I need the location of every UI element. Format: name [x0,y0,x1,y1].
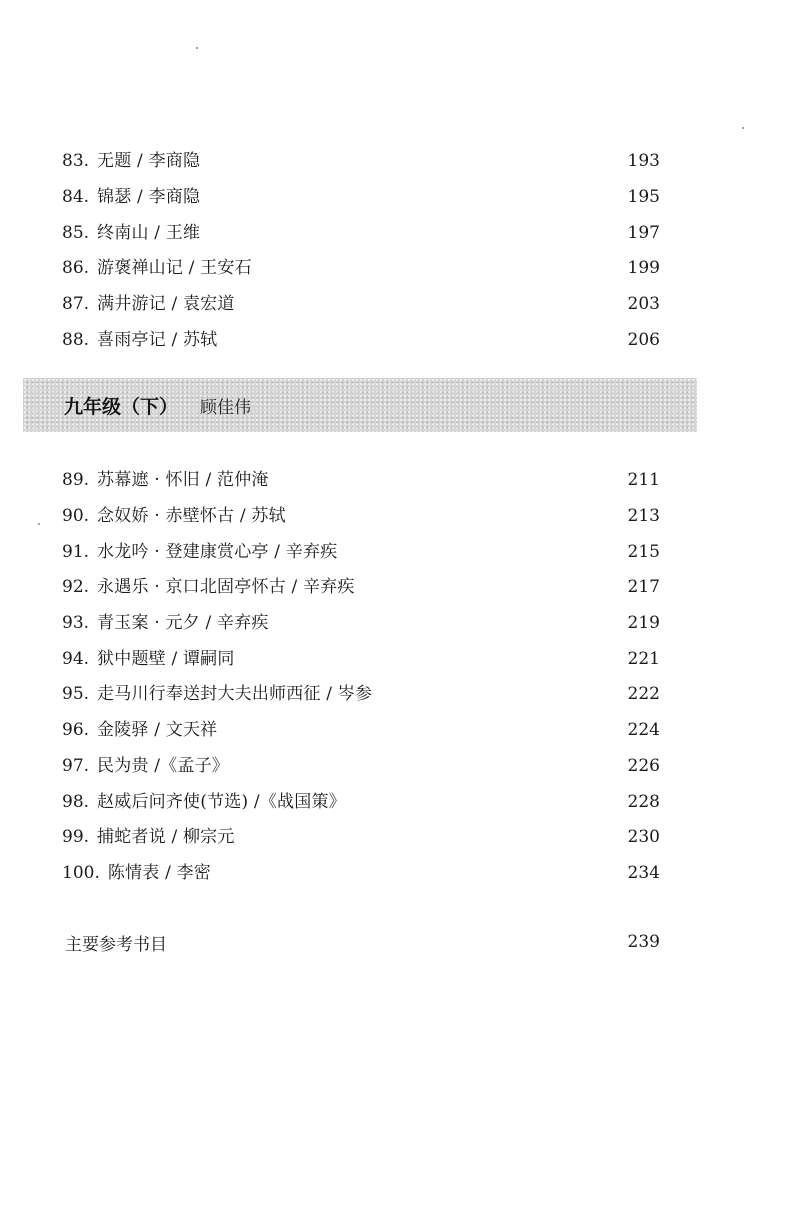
toc-row [62,463,660,499]
toc-row [62,180,660,216]
entry-number: 94. [62,648,90,669]
toc-entry [62,189,200,206]
entry-title: 青玉案 · 元夕 / 辛弃疾 [97,613,269,634]
entry-page: 199 [627,258,660,279]
entry-number: 85. [62,222,90,243]
toc-entry [62,508,286,525]
entry-number: 99. [62,827,90,848]
entry-title: 狱中题壁 / 谭嗣同 [97,648,235,669]
entry-title: 永遇乐 · 京口北固亭怀古 / 辛弃疾 [97,577,355,598]
toc-entry [62,686,372,703]
toc-row [62,287,660,323]
section-author: 顾佳伟 [200,397,252,418]
entry-title: 捕蛇者说 / 柳宗元 [97,827,235,848]
scan-speck [38,523,40,525]
toc-row [62,534,660,570]
entry-number: 87. [62,294,90,315]
toc-row [62,784,660,820]
toc-row [62,499,660,535]
toc-entry [62,329,218,350]
entry-title: 民为贵 /《孟子》 [97,755,229,776]
entry-title: 满井游记 / 袁宏道 [97,294,235,315]
toc-row [62,677,660,713]
section-title: 九年级（下） [64,395,179,418]
entry-page: 213 [627,506,660,527]
entry-number: 95. [62,684,90,705]
toc-row [62,856,660,892]
entry-page: 197 [627,222,660,243]
entry-page: 193 [627,151,660,172]
entry-page: 219 [627,613,660,634]
entry-number: 86. [62,258,90,279]
entry-number: 84. [62,187,90,208]
entry-page: 206 [627,329,660,350]
entry-title: 走马川行奉送封大夫出师西征 / 岑参 [97,684,373,705]
entry-title: 喜雨亭记 / 苏轼 [97,329,218,350]
entry-title: 锦瑟 / 李商隐 [97,187,201,208]
entry-title: 念奴娇 · 赤壁怀古 / 苏轼 [97,506,286,527]
entry-page: 217 [627,577,660,598]
entry-title: 金陵驿 / 文天祥 [97,720,218,741]
entry-title: 无题 / 李商隐 [97,151,201,172]
entry-number: 89. [62,470,90,491]
references-row [65,924,660,960]
entry-title: 水龙吟 · 登建康赏心亭 / 辛弃疾 [97,541,338,562]
entry-title: 陈情表 / 李密 [107,862,211,883]
entry-number: 83. [62,151,90,172]
toc-entry [62,296,235,313]
entry-number: 90. [62,506,90,527]
entry-number: 98. [62,791,90,812]
toc-row [62,713,660,749]
toc-entry [62,260,252,277]
entry-number: 96. [62,720,90,741]
entry-title: 游褒禅山记 / 王安石 [97,258,252,279]
scan-speck [196,47,198,49]
entry-number: 97. [62,755,90,776]
toc-row [62,570,660,606]
references-label: 主要参考书目 [65,934,167,955]
toc-entry [62,541,338,562]
entry-page: 230 [627,827,660,848]
toc-entry [62,153,200,170]
entry-number: 93. [62,613,90,634]
entry-page: 215 [627,541,660,562]
section-header [23,378,697,432]
toc-entry [62,791,346,812]
entry-number: 88. [62,329,90,350]
entry-page: 226 [627,755,660,776]
toc-row [62,820,660,856]
toc-row [62,749,660,785]
toc-row [62,251,660,287]
toc-row [62,322,660,358]
entry-page: 195 [627,187,660,208]
entry-page: 211 [627,470,660,491]
entry-page: 228 [627,791,660,812]
entry-title: 苏幕遮 · 怀旧 / 范仲淹 [97,470,269,491]
toc-entry [62,472,269,489]
scan-speck [742,127,744,129]
toc-entry [62,579,355,596]
entry-page: 221 [627,648,660,669]
toc-row [62,215,660,251]
entry-page: 203 [627,294,660,315]
toc-entry [62,615,269,632]
toc-entry [62,862,211,883]
toc-row [62,144,660,180]
toc-list-part1 [62,144,660,358]
entry-title: 终南山 / 王维 [97,222,201,243]
toc-row [62,641,660,677]
references-page: 239 [627,932,660,952]
entry-number: 92. [62,577,90,598]
entry-number: 100. [62,862,100,883]
toc-entry [62,755,229,776]
toc-entry [62,648,235,669]
entry-page: 222 [627,684,660,705]
toc-entry [62,829,235,846]
toc-list-part2 [62,463,660,891]
toc-entry [62,722,217,739]
entry-title: 赵威后问齐使(节选) /《战国策》 [97,791,346,812]
toc-row [62,606,660,642]
entry-page: 224 [627,720,660,741]
entry-number: 91. [62,541,90,562]
entry-page: 234 [627,862,660,883]
toc-entry [62,222,201,243]
